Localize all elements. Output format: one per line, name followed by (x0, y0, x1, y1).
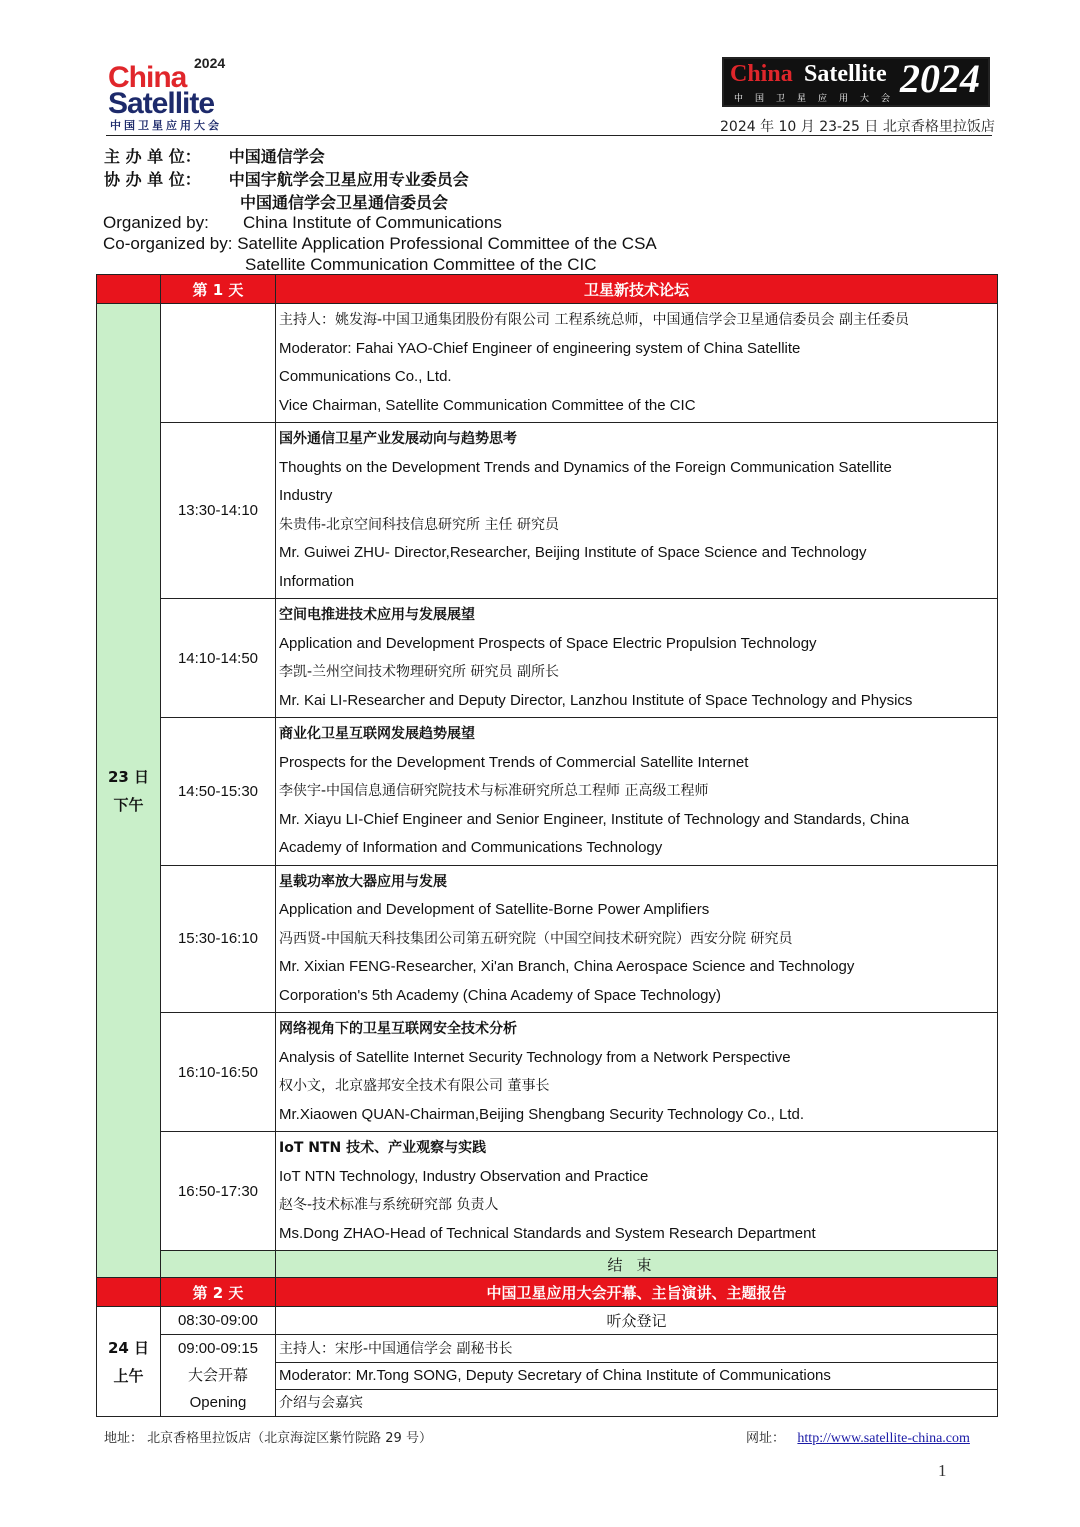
co-row-2 (240, 190, 448, 213)
banner-subtitle: 中国卫星应用大会 (734, 94, 903, 104)
registration-row (97, 1307, 998, 1335)
session-row (97, 1013, 998, 1132)
registration-label: 听众登记 (276, 1307, 998, 1335)
page-number: 1 (938, 1461, 947, 1480)
session-content: 国外通信卫星产业发展动向与趋势思考 Thoughts on the Development Trends and Dynamics of the Foreign Communication Satellite Industry 朱贵伟-北京空间科技信息研究所 主任 研究员 Mr. Guiwei ZHU- Director,Researcher, Beijing Institute of Space Science and Technology Information (276, 423, 998, 599)
moderator-info: 主持人：姚发海-中国卫通集团股份有限公司 工程系统总师，中国通信学会卫星通信委员会 副主任委员 Moderator: Fahai YAO-Chief Engineer of engineering system of China Satellite Communications Co., Ltd. Vice Chairman, Satellite Communication Committee of the CIC (276, 304, 998, 423)
day2-label: 第 2 天 (161, 1278, 276, 1307)
session-time: 16:50-17:30 (161, 1132, 276, 1251)
end-label: 结束 (276, 1251, 998, 1278)
session-time: 16:10-16:50 (161, 1013, 276, 1132)
day1-header-row (97, 275, 998, 304)
en-co-name-1: Satellite Application Professional Committee of the CSA (237, 234, 657, 253)
en-co-label: Co-organized by: (103, 234, 233, 253)
event-date: 2024 年 10 月 23-25 日 北京香格里拉饭店 (720, 119, 995, 135)
session-content: IoT NTN 技术、产业观察与实践 IoT NTN Technology, Industry Observation and Practice 赵冬-技术标准与系统研究部 负责人 Ms.Dong ZHAO-Head of Technical Standards and System Research Department (276, 1132, 998, 1251)
en-co-name-2: Satellite Communication Committee of the CIC (245, 255, 597, 274)
banner-logo (722, 57, 990, 107)
co-name-2: 中国通信学会卫星通信委员会 (240, 193, 449, 212)
moderator-row (97, 304, 998, 423)
session-content: 网络视角下的卫星互联网安全技术分析 Analysis of Satellite Internet Security Technology from a Network Perspective 权小文，北京盛邦安全技术有限公司 董事长 Mr.Xiaowen QUAN-Chairman,Beijing Shengbang Security Technology Co., Ltd. (276, 1013, 998, 1132)
session-time: 13:30-14:10 (161, 423, 276, 599)
agenda-table (96, 274, 998, 1417)
session-row (97, 718, 998, 866)
session-content: 星载功率放大器应用与发展 Application and Development of Satellite-Borne Power Amplifiers 冯西贤-中国航天科技集团公司第五研究院（中国空间技术研究院）西安分院 研究员 Mr. Xixian FENG-Researcher, Xi'an Branch, China Aerospace Science and Technology Corporation's 5th Academy (China Academy of Space Technology) (276, 865, 998, 1013)
banner-year: 2024 (900, 56, 980, 101)
china-satellite-logo (106, 55, 246, 130)
en-co-row (103, 234, 657, 254)
opening-row (97, 1335, 998, 1417)
registration-time: 08:30-09:00 (161, 1307, 276, 1335)
day1-cell: 23 日 下午 (97, 304, 161, 1278)
website-link[interactable]: http://www.satellite-china.com (797, 1431, 970, 1446)
day1-forum: 卫星新技术论坛 (276, 275, 998, 304)
day2-header-row (97, 1278, 998, 1307)
co-name-1: 中国宇航学会卫星应用专业委员会 (228, 170, 469, 189)
session-row (97, 599, 998, 718)
day2-cell: 24 日 上午 (97, 1307, 161, 1417)
host-name: 中国通信学会 (228, 147, 325, 166)
footer-website (746, 1427, 970, 1447)
session-row (97, 423, 998, 599)
session-content: 商业化卫星互联网发展趋势展望 Prospects for the Development Trends of Commercial Satellite Internet 李侠宇-中国信息通信研究院技术与标准研究所总工程师 正高级工程师 Mr. Xiayu LI-Chief Engineer and Senior Engineer, Institute of Technology and Standards, China Academy of Information and Communications Technology (276, 718, 998, 866)
co-row (104, 167, 469, 190)
day1-label: 第 1 天 (161, 275, 276, 304)
en-org-row (103, 213, 502, 233)
en-org-name: China Institute of Communications (243, 213, 502, 232)
en-co-row-2 (245, 255, 596, 275)
logo-word-satellite: Satellite (108, 87, 215, 120)
logo-word-china: China (108, 61, 187, 94)
session-content: 空间电推进技术应用与发展展望 Application and Development Prospects of Space Electric Propulsion Technology 李凯-兰州空间技术物理研究所 研究员 副所长 Mr. Kai LI-Researcher and Deputy Director, Lanzhou Institute of Space Technology and Physics (276, 599, 998, 718)
footer-address: 地址： 北京香格里拉饭店（北京海淀区紫竹院路 29 号） (104, 1431, 432, 1446)
opening-content: 主持人：宋彤-中国通信学会 副秘书长 Moderator: Mr.Tong SONG, Deputy Secretary of China Institute of Communications 介绍与会嘉宾 (276, 1335, 998, 1417)
day2-forum: 中国卫星应用大会开幕、主旨演讲、主题报告 (276, 1278, 998, 1307)
host-label: 主 办 单 位： (104, 147, 201, 166)
logo-year: 2024 (194, 55, 226, 71)
session-time: 14:50-15:30 (161, 718, 276, 866)
logo-subtitle: 中国卫星应用大会 (110, 119, 222, 132)
session-row (97, 865, 998, 1013)
session-time: 15:30-16:10 (161, 865, 276, 1013)
host-row (104, 144, 325, 167)
header-divider (106, 135, 992, 136)
en-org-label: Organized by: (103, 213, 209, 232)
session-row (97, 1132, 998, 1251)
session-time: 14:10-14:50 (161, 599, 276, 718)
banner-satellite: Satellite (804, 61, 887, 87)
website-label: 网址： (746, 1431, 786, 1446)
end-row (97, 1251, 998, 1278)
banner-china: China (730, 61, 793, 87)
co-label: 协 办 单 位： (104, 170, 201, 189)
opening-time: 09:00-09:15 大会开幕 Opening (161, 1335, 276, 1417)
